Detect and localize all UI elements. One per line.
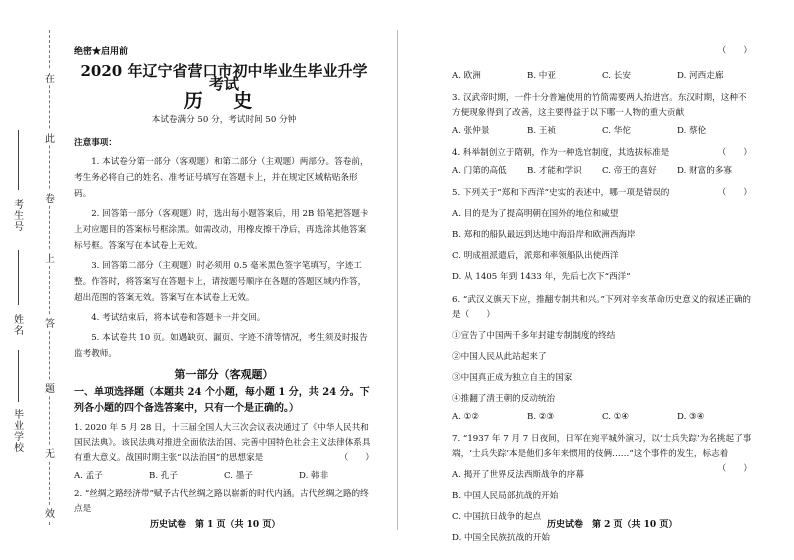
section-title: 一、单项选择题（本题共 24 个小题，每小题 1 分，共 24 分。下列各小题的四个备选答案中，只有一个是正确的。） [74, 387, 370, 414]
note-item: 4. 考试结束后，将本试卷和答题卡一并交回。 [91, 313, 266, 323]
option: C. 帝王的喜好 [602, 166, 657, 176]
question-text: 7. “1937 年 7 月 7 日夜间，日军在宛平城外演习，以‘士兵失踪’为名挑起了事端，‘士兵失踪’本是他们多年来惯用的伎俩……”这个事件的发生，标志着 [452, 434, 752, 459]
question-2-answer-blank: （ ） [717, 46, 752, 56]
note-item: 3. 回答第二部分（主观题）时必须用 0.5 毫米黑色签字笔填写，字迹工整。作答时，将答案写在答题卡上，请按题号顺序在各题的答题区域内作答，超出范围的答案无效。答案写在本试卷上无效。 [74, 261, 367, 303]
option: A. 欧洲 [452, 71, 481, 81]
statement-item: ③中国真正成为独立自主的国家 [452, 373, 573, 383]
option: A. 目的是为了提高明朝在国外的地位和威望 [452, 209, 619, 219]
option: D. 韩非 [299, 471, 329, 481]
option: C. 墨子 [224, 471, 253, 481]
option: C. ①④ [602, 412, 630, 422]
field-label-exam-number: 考生号 [14, 200, 24, 233]
question-1 [74, 421, 374, 466]
question-4-options [452, 165, 752, 178]
question-text: 5. 下列关于“郑和下西洋”史实的表述中，哪一项是错误的 [452, 188, 670, 198]
option: C. 中国抗日战争的起点 [452, 512, 542, 522]
option: C. 长安 [602, 71, 631, 81]
option: B. 王祯 [527, 126, 556, 136]
field-label-name: 姓名 [14, 315, 24, 337]
binding-char: 卷 [42, 190, 58, 205]
question-2-start: 2. “丝绸之路经济带”赋予古代丝绸之路以崭新的时代内涵。古代丝绸之路的终点是 [74, 489, 369, 514]
option: A. 张仲景 [452, 126, 490, 136]
question-text: 1. 2020 年 5 月 28 日，十三届全国人大三次会议表决通过了《中华人民共和国民法典》。该民法典对推进全面依法治国、完善中国特色社会主义法律体系具有重大意义。战国时期主张“以法治国”的思想家是 [74, 423, 371, 463]
binding-char: 在 [42, 70, 58, 85]
subject-title: 历 史 [183, 90, 265, 112]
option: A. ①② [452, 412, 480, 422]
statement-item: ④推翻了清王朝的反动统治 [452, 394, 556, 404]
question-4 [452, 146, 752, 161]
note-item: 1. 本试卷分第一部分（客观题）和第二部分（主观题）两部分。答卷前，考生务必将自己的姓名、准考证号填写在答题卡上，并在规定区域粘贴条形码。 [74, 157, 369, 199]
answer-blank: （ ） [717, 188, 752, 198]
option: D. 蔡伦 [677, 126, 707, 136]
answer-blank: （ ） [717, 148, 752, 158]
field-label-school: 毕业学校 [14, 410, 24, 454]
note-item: 5. 本试卷共 10 页。如遇缺页、漏页、字迹不清等情况，考生须及时报告监考教师。 [74, 333, 368, 359]
note-item: 2. 回答第一部分（客观题）时，选出每小题答案后，用 2B 铅笔把答题卡上对应题目的答案标号框涂黑。如需改动，用橡皮擦干净后，再选涂其他答案标号框。答案写在本试卷上无效。 [74, 209, 369, 251]
question-3-options [452, 125, 752, 138]
page-footer: 历史试卷 第 1 页（共 10 页） [150, 520, 281, 530]
option: D. 河西走廊 [677, 71, 724, 81]
page-2-content [452, 70, 752, 546]
question-5 [452, 186, 752, 201]
option: B. 孔子 [149, 471, 178, 481]
binding-char: 上 [42, 250, 58, 265]
confidential-mark: 绝密★启用前 [74, 47, 129, 57]
notes-heading: 注意事项： [74, 138, 117, 148]
option: C. 明成祖派遣后，派郑和率领船队出使西洋 [452, 251, 619, 261]
option: D. 从 1405 年到 1433 年，先后七次下“西洋” [452, 272, 631, 282]
option: D. 财富的多寡 [677, 166, 733, 176]
option: B. 才能和学识 [527, 166, 582, 176]
binding-char: 此 [42, 130, 58, 145]
option: D. ③④ [677, 412, 705, 422]
binding-char: 无 [42, 445, 58, 460]
option: C. 华佗 [602, 126, 631, 136]
option: B. 中亚 [527, 71, 556, 81]
statement-item: ①宣告了中国两千多年封建专制制度的终结 [452, 331, 616, 341]
question-7 [452, 432, 752, 474]
binding-char: 效 [42, 505, 58, 520]
part-title: 第一部分（客观题） [174, 368, 274, 381]
option: B. 中国人民局部抗战的开始 [452, 491, 559, 501]
option: A. 门第的高低 [452, 166, 507, 176]
option: B. ②③ [527, 412, 555, 422]
answer-blank: （ ） [339, 453, 374, 463]
question-text: 4. 科举制创立于隋朝，作为一种选官制度，其选拔标准是 [452, 148, 670, 158]
option: D. 中国全民族抗战的开始 [452, 533, 550, 543]
option: A. 孟子 [74, 471, 103, 481]
binding-char: 题 [42, 380, 58, 395]
question-3: 3. 汉武帝时期，一件十分普遍使用的竹简需要两人抬进宫。东汉时期，这种不方便现象得到了改善，这主要得益于以下哪一人物的重大贡献 [452, 93, 747, 118]
option: A. 揭开了世界反法西斯战争的序幕 [452, 470, 584, 480]
question-6: 6. “武汉义旗天下应，推翻专制共和兴。”下列对辛亥革命历史意义的叙述正确的是（ ） [452, 295, 752, 320]
question-6-options [452, 411, 752, 424]
exam-title: 2020 年辽宁省营口市初中毕业生毕业升学考试 [80, 62, 368, 93]
exam-meta: 本试卷满分 50 分，考试时间 50 分钟 [151, 115, 297, 125]
binding-char: 答 [42, 315, 58, 330]
question-1-options [74, 470, 374, 483]
page-1-content [74, 46, 374, 517]
answer-blank: （ ） [717, 464, 752, 474]
statement-item: ②中国人民从此站起来了 [452, 352, 547, 362]
question-2-options [452, 70, 752, 83]
page-footer: 历史试卷 第 2 页（共 10 页） [547, 520, 678, 530]
option: B. 郑和的船队最远到达地中海沿岸和欧洲西海岸 [452, 230, 636, 240]
